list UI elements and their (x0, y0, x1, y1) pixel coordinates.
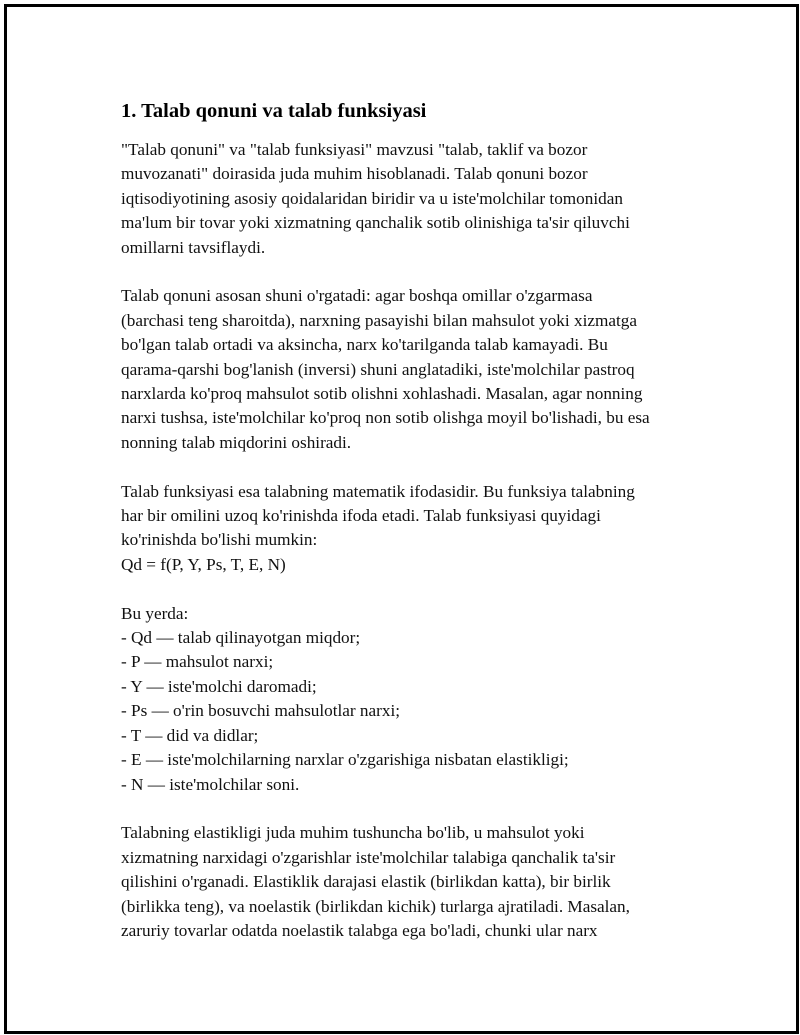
text-line: xizmatning narxidagi o'zgarishlar iste'molchilar talabiga qanchalik ta'sir (121, 847, 616, 867)
text-line: - T — did va didlar; (121, 725, 259, 745)
paragraph (121, 138, 701, 260)
text-line: har bir omilini uzoq ko'rinishda ifoda etadi. Talab funksiyasi quyidagi (121, 506, 601, 526)
paragraph (121, 480, 701, 578)
text-line: - P — mahsulot narxi; (121, 652, 274, 672)
text-line: "Talab qonuni" va "talab funksiyasi" mavzusi "talab, taklif va bozor (121, 140, 588, 159)
paragraphs-container (121, 138, 701, 943)
text-line: zaruriy tovarlar odatda noelastik talabga ega bo'ladi, chunki ular narx (121, 920, 598, 940)
paragraph (121, 284, 701, 455)
text-line: nonning talab miqdorini oshiradi. (121, 432, 352, 452)
text-line: (birlikka teng), va noelastik (birlikdan kichik) turlarga ajratiladi. Masalan, (121, 896, 630, 916)
text-line: narxlarda ko'proq mahsulot sotib olishni xohlashadi. Masalan, agar nonning (121, 384, 643, 404)
section-heading: 1. Talab qonuni va talab funksiyasi (121, 100, 427, 122)
page-frame (4, 4, 799, 1034)
text-line: Qd = f(P, Y, Ps, T, E, N) (121, 554, 286, 574)
document-body (121, 97, 701, 968)
text-line: Bu yerda: (121, 603, 189, 623)
text-line: narxi tushsa, iste'molchilar ko'proq non sotib olishga moyil bo'lishadi, bu esa (121, 408, 650, 428)
text-line: - E — iste'molchilarning narxlar o'zgarishiga nisbatan elastikligi; (121, 750, 569, 770)
text-line: qarama-qarshi bog'lanish (inversi) shuni anglatadiki, iste'molchilar pastroq (121, 359, 635, 379)
text-line: ko'rinishda bo'lishi mumkin: (121, 530, 318, 550)
text-line: qilishini o'rganadi. Elastiklik darajasi elastik (birlikdan katta), bir birlik (121, 872, 611, 892)
text-line: iqtisodiyotining asosiy qoidalaridan biridir va u iste'molchilar tomonidan (121, 188, 623, 208)
text-line: - N — iste'molchilar soni. (121, 774, 300, 794)
text-line: Talab qonuni asosan shuni o'rgatadi: agar boshqa omillar o'zgarmasa (121, 286, 593, 306)
paragraph (121, 821, 701, 943)
text-line: muvozanati" doirasida juda muhim hisoblanadi. Talab qonuni bozor (121, 164, 588, 184)
text-line: Talab funksiyasi esa talabning matematik ifodasidir. Bu funksiya talabning (121, 481, 635, 501)
text-line: bo'lgan talab ortadi va aksincha, narx ko'tarilganda talab kamayadi. Bu (121, 335, 608, 355)
text-line: (barchasi teng sharoitda), narxning pasayishi bilan mahsulot yoki xizmatga (121, 310, 637, 330)
text-line: - Ps — o'rin bosuvchi mahsulotlar narxi; (121, 701, 401, 721)
text-line: - Y — iste'molchi daromadi; (121, 676, 317, 696)
text-line: ma'lum bir tovar yoki xizmatning qanchalik sotib olinishiga ta'sir qiluvchi (121, 213, 630, 233)
text-line: omillarni tavsiflaydi. (121, 237, 266, 257)
text-line: Talabning elastikligi juda muhim tushuncha bo'lib, u mahsulot yoki (121, 823, 585, 843)
text-line: - Qd — talab qilinayotgan miqdor; (121, 628, 361, 648)
paragraph (121, 602, 701, 797)
